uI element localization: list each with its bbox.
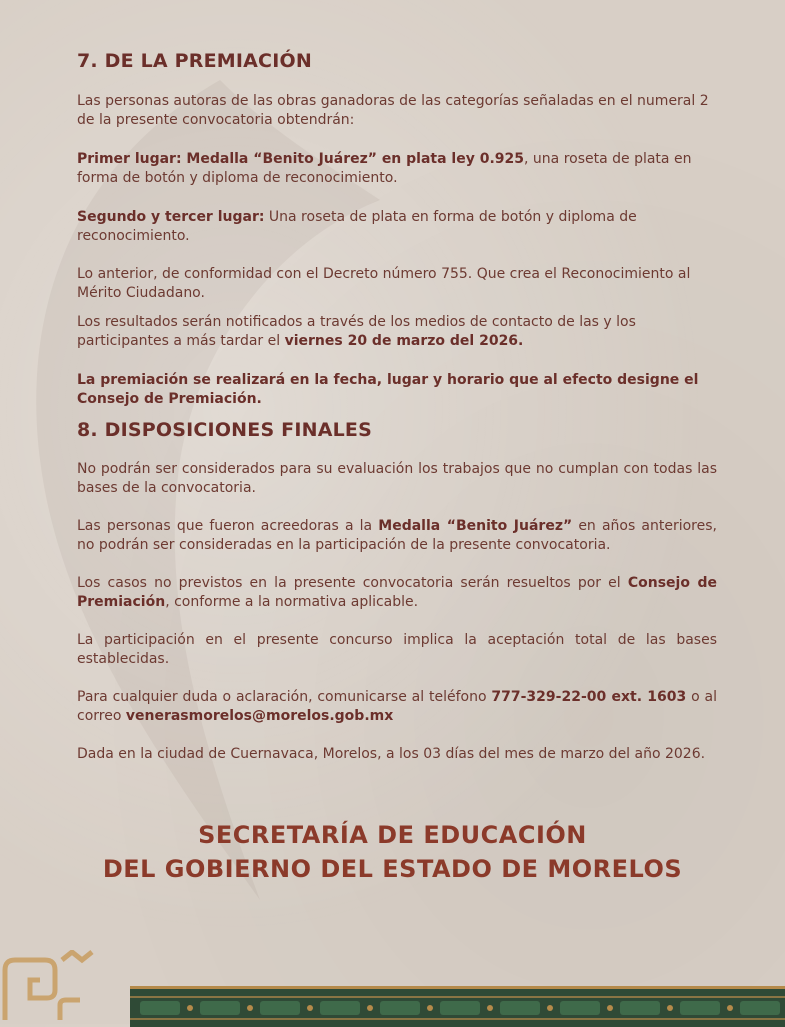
decorative-border-band: [130, 986, 785, 1027]
second-third-place-paragraph: [77, 208, 717, 246]
section-7-heading: 7. DE LA PREMIACIÓN: [77, 50, 312, 72]
final-p3-text-b: , conforme a la normativa aplicable.: [165, 594, 419, 610]
section-7-intro: Las personas autoras de las obras ganadoras de las categorías señaladas en el numeral 2 de la presente convocatoria obtendrán:: [77, 93, 709, 128]
award-statement: La premiación se realizará en la fecha, lugar y horario que al efecto designe el Consejo de Premiación.: [77, 372, 699, 407]
results-paragraph: [77, 313, 717, 351]
award-paragraph: [77, 371, 717, 409]
issuer-title: [0, 818, 785, 886]
contact-phone[interactable]: 777-329-22-00 ext. 1603: [491, 689, 687, 705]
results-date: viernes 20 de marzo del 2026.: [284, 333, 524, 349]
issuer-title-line-1: SECRETARÍA DE EDUCACIÓN: [198, 821, 587, 849]
final-p5: [77, 688, 717, 726]
final-p2-text-a: Las personas que fueron acreedoras a la: [77, 518, 379, 534]
first-place-description: , una roseta de plata en forma de botón y diploma de reconocimiento.: [77, 151, 692, 186]
final-p6: Dada en la ciudad de Cuernavaca, Morelos, a los 03 días del mes de marzo del año 2026.: [77, 746, 706, 762]
final-p1: No podrán ser considerados para su evaluación los trabajos que no cumplan con todas las bases de la convocatoria.: [77, 461, 717, 496]
final-p4: La participación en el presente concurso implica la aceptación total de las bases establecidas.: [77, 632, 717, 667]
first-place-paragraph: [77, 150, 717, 188]
final-p3: [77, 574, 717, 612]
final-p5-text-b: o al correo: [77, 689, 718, 724]
first-place-label: Primer lugar: Medalla “Benito Juárez” en plata ley 0.925: [77, 151, 525, 167]
final-p3-text-a: Los casos no previstos en la presente convocatoria serán resueltos por el: [77, 575, 628, 591]
section-8-heading: 8. DISPOSICIONES FINALES: [77, 419, 372, 441]
fretwork-corner-icon: [0, 950, 140, 1024]
document-body: [77, 50, 717, 764]
council-name: Consejo de Premiación: [77, 575, 718, 610]
final-p2: [77, 517, 717, 555]
fretwork-pattern-icon: [130, 989, 785, 1027]
contact-email-link[interactable]: venerasmorelos@morelos.gob.mx: [125, 708, 394, 724]
second-third-place-label: Segundo y tercer lugar:: [77, 209, 265, 225]
final-p2-text-b: en años anteriores, no podrán ser consideradas en la participación de la presente convocatoria.: [77, 518, 717, 553]
medal-name: Medalla “Benito Juárez”: [378, 518, 573, 534]
second-third-place-description: Una roseta de plata en forma de botón y diploma de reconocimiento.: [77, 209, 637, 244]
decree-paragraph: Lo anterior, de conformidad con el Decreto número 755. Que crea el Reconocimiento al Mérito Ciudadano.: [77, 266, 691, 301]
final-p5-text-a: Para cualquier duda o aclaración, comunicarse al teléfono: [77, 689, 492, 705]
results-text: Los resultados serán notificados a través de los medios de contacto de las y los participantes a más tardar el: [77, 314, 636, 349]
issuer-title-line-2: DEL GOBIERNO DEL ESTADO DE MORELOS: [102, 855, 683, 883]
